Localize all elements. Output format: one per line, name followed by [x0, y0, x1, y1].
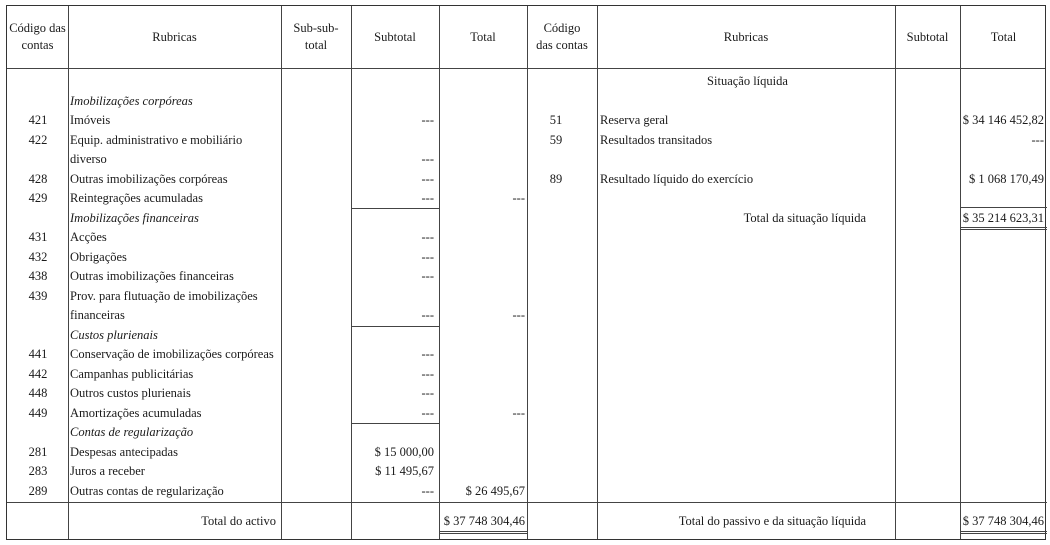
- subtotal-value: ---: [421, 250, 434, 264]
- subtotal-value: $ 15 000,00: [374, 445, 434, 459]
- total-rule: [960, 207, 1047, 208]
- group-title: Imobilizações financeiras: [70, 211, 199, 225]
- table-row: [7, 384, 1047, 404]
- table-row: [7, 170, 1047, 190]
- account-label: Conservação de imobilizações corpóreas: [70, 347, 274, 361]
- table-row: [7, 131, 1047, 151]
- subtotal-value: ---: [421, 484, 434, 498]
- account-code: 441: [28, 347, 48, 361]
- footer-rule: [7, 502, 1047, 503]
- total-value: $ 34 146 452,82: [962, 113, 1044, 127]
- table-row: [7, 423, 1047, 443]
- account-label: Despesas antecipadas: [70, 445, 178, 459]
- total-value: ---: [512, 191, 525, 205]
- account-label: Resultados transitados: [600, 133, 713, 147]
- subtotal-value: ---: [421, 308, 434, 322]
- account-code: 289: [28, 484, 48, 498]
- account-label: Imóveis: [70, 113, 111, 127]
- table-row: [7, 248, 1047, 268]
- header-left-total: Total: [470, 29, 496, 44]
- account-code: 432: [28, 250, 48, 264]
- header-divider: [7, 68, 1045, 69]
- table-row: [7, 443, 1047, 463]
- table-row: [7, 482, 1047, 502]
- account-label: Acções: [70, 230, 107, 244]
- group-title: Custos plurienais: [70, 328, 158, 342]
- header-subsubtotal: Sub-sub- total: [293, 21, 339, 52]
- right-grand-total-value: $ 37 748 304,46: [962, 514, 1044, 528]
- account-label: Obrigações: [70, 250, 127, 264]
- subtotal-value: ---: [421, 406, 434, 420]
- account-code: 51: [549, 113, 563, 127]
- total-double-rule: [439, 531, 527, 534]
- subtotal-value: ---: [421, 386, 434, 400]
- subtotal-value: ---: [421, 172, 434, 186]
- table-row: [7, 228, 1047, 248]
- group-title: Imobilizações corpóreas: [70, 94, 193, 108]
- account-code: 439: [28, 289, 48, 303]
- account-label: Outras imobilizações financeiras: [70, 269, 234, 283]
- group-title: Contas de regularização: [70, 425, 194, 439]
- table-row: [7, 72, 1047, 92]
- table-row: [7, 150, 1047, 170]
- right-grand-total-label: Total do passivo e da situação líquida: [678, 514, 866, 528]
- total-value: $ 26 495,67: [465, 484, 525, 498]
- account-code: 449: [28, 406, 48, 420]
- account-label: Amortizações acumuladas: [70, 406, 202, 420]
- account-code: 59: [549, 133, 563, 147]
- situation-total-value: $ 35 214 623,31: [962, 211, 1044, 225]
- right-section-title: Situação líquida: [707, 74, 788, 88]
- account-code: 283: [28, 464, 48, 478]
- table-row: [7, 404, 1047, 424]
- total-double-rule: [960, 531, 1047, 534]
- account-label-cont: financeiras: [70, 308, 125, 322]
- total-value: ---: [512, 308, 525, 322]
- left-grand-total-label: Total do activo: [201, 514, 276, 528]
- table-row-total: [7, 512, 1047, 532]
- total-value: ---: [1031, 133, 1044, 147]
- header-right-subtotal: Subtotal: [906, 29, 949, 44]
- account-code: 428: [28, 172, 48, 186]
- table-row: [7, 209, 1047, 229]
- table-row: [7, 462, 1047, 482]
- account-label: Juros a receber: [70, 464, 145, 478]
- subtotal-value: ---: [421, 113, 434, 127]
- header-right-total: Total: [990, 29, 1017, 44]
- header-right-rubricas: Rubricas: [723, 29, 769, 44]
- left-grand-total-value: $ 37 748 304,46: [443, 514, 525, 528]
- account-code: 442: [28, 367, 48, 381]
- account-label: Reserva geral: [600, 113, 669, 127]
- subtotal-value: ---: [421, 191, 434, 205]
- account-label: Outros custos plurienais: [70, 386, 191, 400]
- balance-sheet-table: [6, 5, 1046, 540]
- account-label: Campanhas publicitárias: [70, 367, 194, 381]
- account-code: 429: [28, 191, 48, 205]
- subtotal-value: ---: [421, 152, 434, 166]
- account-code: 448: [28, 386, 48, 400]
- account-code: 422: [28, 133, 48, 147]
- table-row: [7, 111, 1047, 131]
- account-code: 438: [28, 269, 48, 283]
- account-label: Equip. administrativo e mobiliário: [70, 133, 243, 147]
- subtotal-value: ---: [421, 230, 434, 244]
- table-row: [7, 267, 1047, 287]
- account-code: 421: [28, 113, 48, 127]
- table-row: [7, 345, 1047, 365]
- header-right-code: Código das contas: [536, 21, 588, 52]
- table-row: [7, 189, 1047, 209]
- subtotal-value: ---: [421, 347, 434, 361]
- total-value: $ 1 068 170,49: [969, 172, 1044, 186]
- account-label: Prov. para flutuação de imobilizações: [70, 289, 258, 303]
- header-left-code: Código das contas: [9, 21, 66, 52]
- account-code: 89: [549, 172, 563, 186]
- header-left-subtotal: Subtotal: [374, 29, 416, 44]
- total-value: ---: [512, 406, 525, 420]
- subtotal-value: ---: [421, 269, 434, 283]
- subtotal-value: $ 11 495,67: [375, 464, 434, 478]
- table-row: [7, 92, 1047, 112]
- account-label: Resultado líquido do exercício: [600, 172, 754, 186]
- header-left-rubricas: Rubricas: [152, 29, 197, 44]
- account-code: 431: [28, 230, 48, 244]
- account-label: Outras contas de regularização: [70, 484, 224, 498]
- table-row: [7, 306, 1047, 326]
- subtotal-value: ---: [421, 367, 434, 381]
- account-label: Reintegrações acumuladas: [70, 191, 203, 205]
- table-row: [7, 326, 1047, 346]
- account-label-cont: diverso: [70, 152, 107, 166]
- table-row: [7, 365, 1047, 385]
- account-label: Outras imobilizações corpóreas: [70, 172, 228, 186]
- situation-total-label: Total da situação líquida: [743, 211, 866, 225]
- account-code: 281: [28, 445, 48, 459]
- table-row: [7, 287, 1047, 307]
